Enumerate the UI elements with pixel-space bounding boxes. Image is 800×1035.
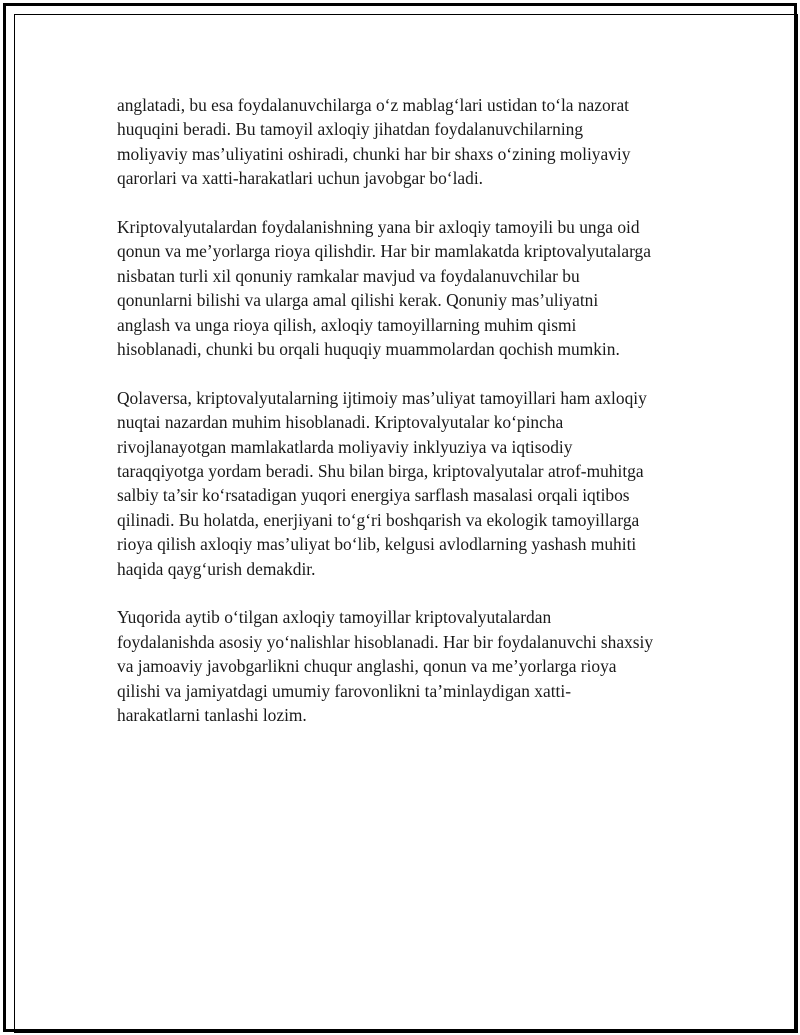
paragraph-3: Qolaversa, kriptovalyutalarning ijtimoiy mas’uliyat tamoyillari ham axloqiy nuqtai nazardan muhim hisoblanadi. Kriptovalyutalar ko‘pincha rivojlanayotgan mamlakatlarda moliyaviy inklyuziya va iqtisodiy taraqqiyotga yordam beradi. Shu bilan birga, kriptovalyutalar atrof-muhitga salbiy ta’sir ko‘rsatadigan yuqori energiya sarflash masalasi orqali iqtibos qilinadi. Bu holatda, enerjiyani to‘g‘ri boshqarish va ekologik tamoyillarga rioya qilish axloqiy mas’uliyat bo‘lib, kelgusi avlodlarning yashash muhiti haqida qayg‘urish demakdir. bbox=[117, 387, 647, 579]
document-body bbox=[117, 93, 692, 752]
paragraph-1: anglatadi, bu esa foydalanuvchilarga o‘z mablag‘lari ustidan to‘la nazorat huquqini beradi. Bu tamoyil axloqiy jihatdan foydalanuvchilarning moliyaviy mas’uliyatini oshiradi, chunki har bir shaxs o‘zining moliyaviy qarorlari va xatti-harakatlari uchun javobgar bo‘ladi. bbox=[117, 95, 631, 189]
paragraph-4: Yuqorida aytib o‘tilgan axloqiy tamoyillar kriptovalyutalardan foydalanishda asosiy yo‘nalishlar hisoblanadi. Har bir foydalanuvchi shaxsiy va jamoaviy javobgarlikni chuqur anglashi, qonun va me’yorlarga rioya qilishi va jamiyatdagi umumiy farovonlikni ta’minlaydigan xatti- harakatlarni tanlashi lozim. bbox=[117, 607, 654, 726]
paragraph-2: Kriptovalyutalardan foydalanishning yana bir axloqiy tamoyili bu unga oid qonun va me’yorlarga rioya qilishdir. Har bir mamlakatda kriptovalyutalarga nisbatan turli xil qonuniy ramkalar mavjud va foydalanuvchilar bu qonunlarni bilishi va ularga amal qilishi kerak. Qonuniy mas’uliyatni anglash va unga rioya qilish, axloqiy tamoyillarning muhim qismi hisoblanadi, chunki bu orqali huquqiy muammolardan qochish mumkin. bbox=[117, 217, 651, 360]
